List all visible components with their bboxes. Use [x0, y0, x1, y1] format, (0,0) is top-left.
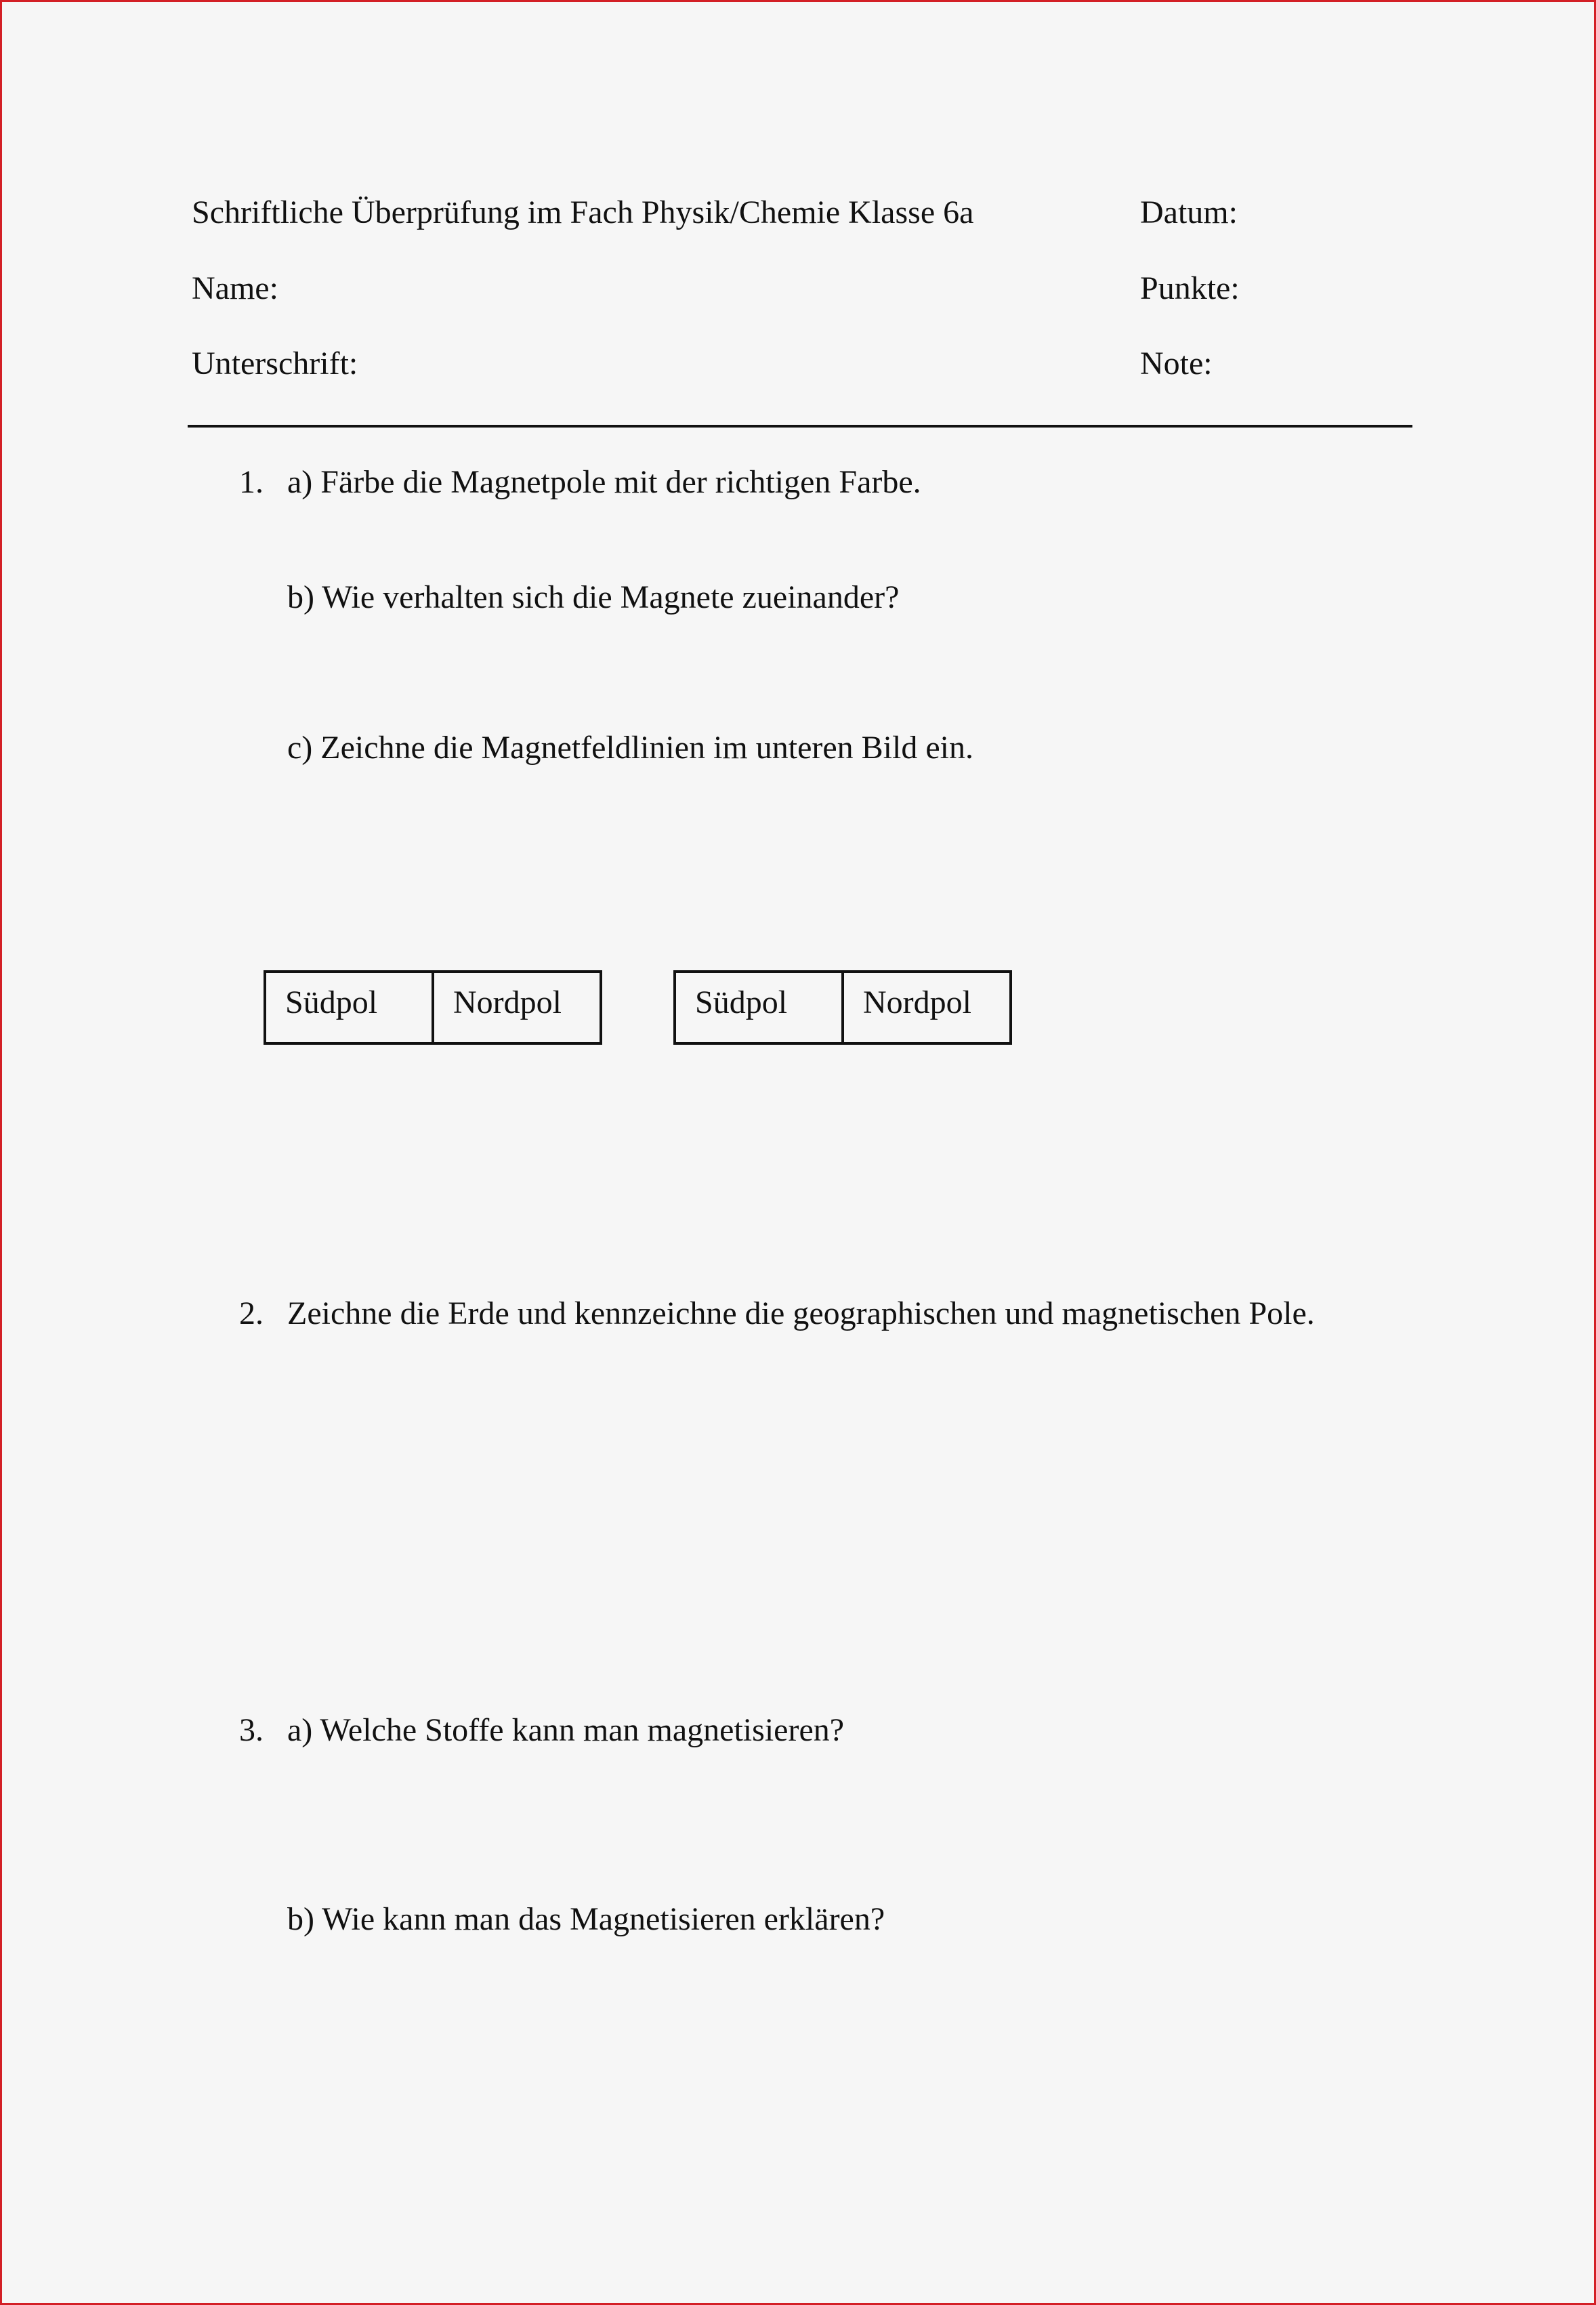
- name-label: Name:: [192, 270, 278, 306]
- south-pole-label: Südpol: [266, 973, 434, 1042]
- points-label: Punkte:: [1140, 270, 1240, 306]
- question-1-number: 1.: [239, 464, 264, 500]
- question-1a-text: a) Färbe die Magnetpole mit der richtigen Farbe.: [287, 464, 921, 500]
- date-label: Datum:: [1140, 194, 1238, 230]
- question-3-number: 3.: [239, 1712, 264, 1748]
- question-1c-text: c) Zeichne die Magnetfeldlinien im unteren Bild ein.: [287, 730, 973, 766]
- header-divider: [188, 425, 1412, 428]
- north-pole-label: Nordpol: [453, 984, 562, 1020]
- question-3a-text: a) Welche Stoffe kann man magnetisieren?: [287, 1712, 845, 1748]
- question-3b-text: b) Wie kann man das Magnetisieren erklären?: [287, 1901, 885, 1937]
- bar-magnet-left: [264, 970, 602, 1045]
- page-title: Schriftliche Überprüfung im Fach Physik/Chemie Klasse 6a: [192, 194, 974, 230]
- question-2-number: 2.: [239, 1295, 264, 1331]
- south-pole-label: Südpol: [676, 973, 844, 1042]
- signature-label: Unterschrift:: [192, 346, 358, 381]
- bar-magnet-right: [673, 970, 1012, 1045]
- grade-label: Note:: [1140, 346, 1213, 381]
- north-pole-label: Nordpol: [863, 984, 971, 1020]
- question-1b-text: b) Wie verhalten sich die Magnete zueinander?: [287, 579, 900, 615]
- question-2-text: Zeichne die Erde und kennzeichne die geographischen und magnetischen Pole.: [287, 1295, 1315, 1331]
